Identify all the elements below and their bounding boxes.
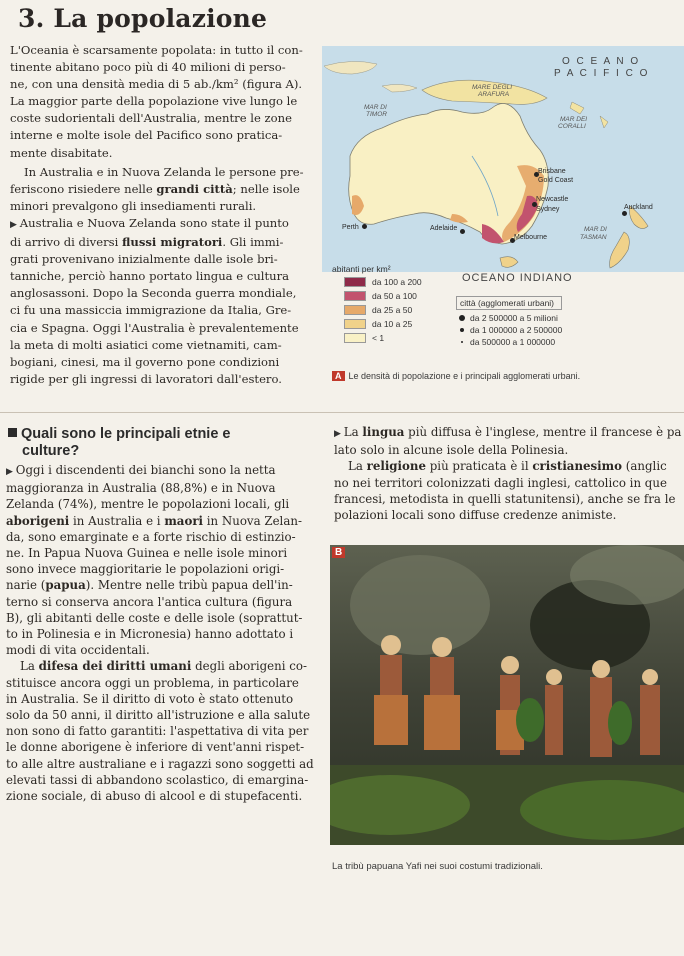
text-line: bogiani, cinesi, ma il governo pone condizioni xyxy=(10,354,280,369)
cities-legend-row xyxy=(456,336,562,348)
sea-label: MAR DI xyxy=(364,104,387,111)
sea-label: MAR DEI xyxy=(560,116,588,123)
city-label-newcastle: Newcastle xyxy=(536,196,569,203)
text-line: minori prevalgono gli insediamenti rurali. xyxy=(10,198,257,213)
legend-title: abitanti per km² xyxy=(332,264,391,274)
legend-row xyxy=(332,277,462,291)
city-label-gold-coast: Gold Coast xyxy=(538,177,574,184)
legend-row xyxy=(332,319,462,333)
sea-label: MARE DEGLI xyxy=(472,84,513,91)
text-line: La difesa dei diritti umani degli aborigeni co- xyxy=(20,659,307,674)
text-line: sono invece maggioritarie le popolazioni origi- xyxy=(6,562,285,577)
map-caption xyxy=(332,371,580,381)
text-line: ne. In Papua Nuova Guinea e nelle isole minori xyxy=(6,546,288,561)
dot-icon xyxy=(460,328,464,332)
cities-legend xyxy=(456,296,562,348)
arrow-icon: ▶ xyxy=(334,429,344,439)
text-line: anglosassoni. Dopo la Seconda guerra mondiale, xyxy=(10,286,297,301)
text-line: coste sudorientali dell'Australia, mentre le zone xyxy=(10,111,292,126)
text-line: L'Oceania è scarsamente popolata: in tutto il con- xyxy=(10,43,303,57)
city-label-perth: Perth xyxy=(342,224,359,231)
ocean-label: P A C I F I C O xyxy=(554,68,650,79)
text-line: ▶ La lingua più diffusa è l'inglese, mentre il francese è pa xyxy=(334,425,682,439)
text-line: zione sociale, di abuso di alcool e di stupefacenti. xyxy=(6,789,303,804)
legend-row xyxy=(332,333,462,347)
sea-label: CORALLI xyxy=(558,123,586,130)
caption-text: Le densità di popolazione e i principali agglomerati urbani. xyxy=(348,371,581,381)
text-line: feriscono risiedere nelle grandi città; nelle isole xyxy=(10,181,300,196)
cities-legend-label: da 1 000000 a 2 500000 xyxy=(470,325,563,335)
text-line: mente disabitate. xyxy=(10,145,113,160)
ocean-indian-label: OCEANO INDIANO xyxy=(462,272,573,284)
legend-label: < 1 xyxy=(372,333,385,343)
text-line: La religione più praticata è il cristianesimo (anglic xyxy=(348,459,667,474)
text-line: In Australia e in Nuova Zelanda le persone pre- xyxy=(24,164,304,179)
text-line: da, sono emarginate e a forte rischio di estinzio- xyxy=(6,529,296,544)
text-line: no nei territori colonizzati dagli inglesi, cattolico in que xyxy=(334,475,667,490)
legend-label: da 50 a 100 xyxy=(372,291,417,301)
figure-badge: B xyxy=(332,547,345,558)
dot-icon xyxy=(459,315,465,321)
text-line: francesi, metodista in quelli statunitensi), anche se fra le xyxy=(334,491,676,506)
text-line: narie (papua). Mentre nelle tribù papua dell'in- xyxy=(6,578,293,593)
photo-graphic xyxy=(330,545,684,845)
text-line: tinente abitano poco più di 40 milioni di perso- xyxy=(10,60,286,75)
text-line: la meta di molti asiatici come vietnamiti, cam- xyxy=(10,337,282,352)
figure-badge: A xyxy=(332,371,345,381)
dot-icon xyxy=(461,341,463,343)
legend-label: da 100 a 200 xyxy=(372,277,422,287)
sea-label: TASMAN xyxy=(580,234,607,241)
text-line: rigide per gli ingressi di lavoratori dall'estero. xyxy=(10,371,282,386)
text-line: non sono di fatto garantiti: l'aspettativa di vita per xyxy=(6,724,309,739)
map-legend xyxy=(332,264,462,347)
cities-legend-row xyxy=(456,312,562,324)
text-line: le donne aborigene è inferiore di vent'anni rispet- xyxy=(6,740,305,755)
cities-legend-row xyxy=(456,324,562,336)
text-line: di arrivo di diversi flussi migratori. Gli immi- xyxy=(10,235,284,250)
text-line: to alle altre australiane e i ragazzi sono soggetti ad xyxy=(6,756,314,771)
text-line: modi di vita occidentali. xyxy=(6,643,150,658)
text-line: Zelanda (74%), mentre le popolazioni locali, gli xyxy=(6,497,290,512)
text-line: La maggior parte della popolazione vive lungo le xyxy=(10,94,298,109)
text-line: aborigeni in Australia e i maori in Nuova Zelan- xyxy=(6,513,302,528)
intro-text xyxy=(10,42,314,388)
text-line: B), gli abitanti delle coste e delle isole (soprattut- xyxy=(6,610,303,625)
text-line: elevati tassi di abbandono scolastico, di emargina- xyxy=(6,772,309,787)
city-dot xyxy=(622,211,627,216)
section-title: 3. La popolazione xyxy=(18,4,268,33)
city-label-brisbane: Brisbane xyxy=(538,168,566,175)
text-line: polazioni locali sono diffuse credenze animiste. xyxy=(334,508,617,523)
legend-swatch xyxy=(344,277,366,287)
cities-legend-label: da 2 500000 a 5 milioni xyxy=(470,313,558,323)
square-icon xyxy=(8,428,17,437)
sea-label: MAR DI xyxy=(584,226,607,233)
text-line: ▶ Australia e Nuova Zelanda sono state il punto xyxy=(10,215,289,230)
text-line: ci fu una massiccia immigrazione da Italia, Gre- xyxy=(10,303,292,318)
arrow-icon: ▶ xyxy=(6,467,16,477)
text-line: lato solo in alcune isole della Polinesia. xyxy=(334,443,569,458)
text-line: ▶ Oggi i discendenti dei bianchi sono la netta xyxy=(6,463,276,477)
text-line: cia e Spagna. Oggi l'Australia è prevalentemente xyxy=(10,320,299,335)
city-dot xyxy=(362,224,367,229)
legend-row xyxy=(332,291,462,305)
text-line: solo da 50 anni, il diritto all'istruzione e alla salute xyxy=(6,708,311,723)
ethnic-text xyxy=(6,462,328,804)
legend-label: da 25 a 50 xyxy=(372,305,413,315)
text-line: maggioranza in Australia (88,8%) e in Nuova xyxy=(6,481,276,496)
oceania-density-map xyxy=(322,46,684,272)
legend-swatch xyxy=(344,319,366,329)
city-label-sydney: Sydney xyxy=(536,206,560,213)
text-line: interne e molte isole del Pacifico sono pratica- xyxy=(10,128,283,143)
legend-label: da 10 a 25 xyxy=(372,319,413,329)
cities-legend-title: città (agglomerati urbani) xyxy=(456,296,562,310)
sea-label: ARAFURA xyxy=(478,91,510,98)
tribe-photo xyxy=(330,545,684,845)
text-line: tanniche, perciò hanno portato lingua e cultura xyxy=(10,269,290,284)
text-line: in Australia. Se il diritto di voto è stato ottenuto xyxy=(6,691,294,706)
text-line: to in Polinesia e in Micronesia) hanno adottato i xyxy=(6,627,294,642)
photo-caption: La tribù papuana Yafi nei suoi costumi tradizionali. xyxy=(332,861,543,872)
legend-row xyxy=(332,305,462,319)
cities-legend-label: da 500000 a 1 000000 xyxy=(470,337,556,347)
legend-swatch xyxy=(344,305,366,315)
section-heading: Quali sono le principali etnie e culture? xyxy=(8,426,308,460)
arrow-icon: ▶ xyxy=(10,219,20,230)
ocean-label: O C E A N O xyxy=(562,56,641,67)
language-religion-text xyxy=(334,424,684,523)
text-line: ne, con una densità media di 5 ab./km² (figura A). xyxy=(10,77,303,92)
legend-swatch xyxy=(344,333,366,343)
legend-swatch xyxy=(344,291,366,301)
city-label-auckland: Auckland xyxy=(624,204,653,211)
map-graphic xyxy=(322,46,684,272)
city-label-melbourne: Melbourne xyxy=(514,234,548,241)
city-label-adelaide: Adelaide xyxy=(430,225,458,232)
city-dot xyxy=(460,229,465,234)
sea-label: TIMOR xyxy=(366,111,387,118)
text-line: grati provenivano inizialmente dalle isole bri- xyxy=(10,252,278,267)
text-line: stituisce ancora oggi un problema, in particolare xyxy=(6,675,299,690)
section-divider xyxy=(0,412,684,413)
text-line: terno si conserva ancora l'antica cultura (figura xyxy=(6,594,293,609)
